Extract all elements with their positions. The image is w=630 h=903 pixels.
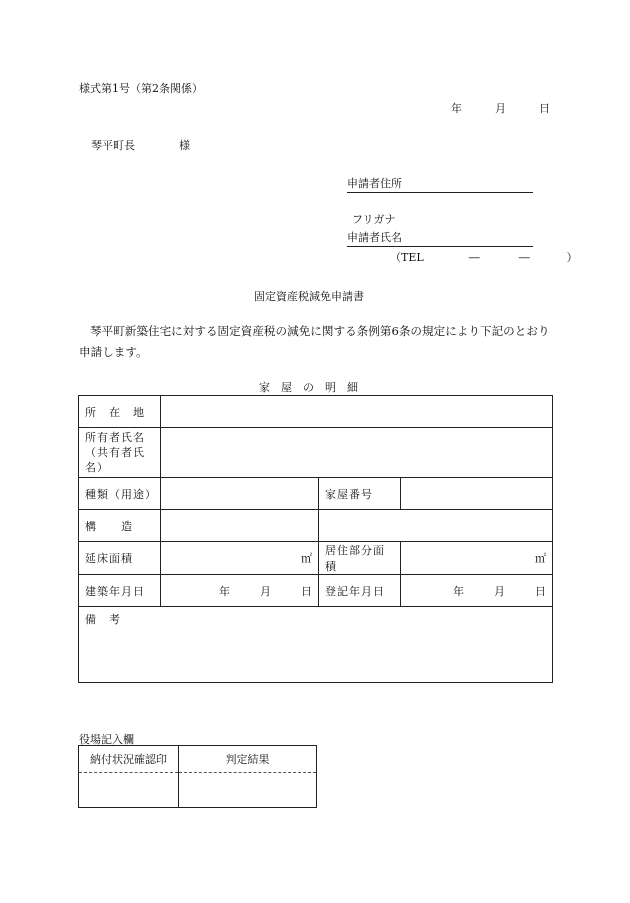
owner-row bbox=[79, 428, 553, 478]
build-day: 日 bbox=[301, 584, 312, 598]
owner-label-line-1: 所有者氏名 bbox=[85, 431, 145, 444]
residential-area-label: 居住部分面積 bbox=[319, 542, 401, 575]
furigana-label: フリガナ bbox=[352, 213, 396, 226]
build-year: 年 bbox=[219, 584, 230, 598]
payment-check-stamp-field[interactable] bbox=[79, 773, 179, 808]
floor-area-label: 延床面積 bbox=[79, 542, 161, 575]
structure-label: 構 造 bbox=[79, 510, 161, 542]
addressee: 琴平町長 様 bbox=[91, 139, 190, 152]
floor-area-field[interactable] bbox=[161, 542, 319, 575]
property-table-title: 家屋の明細 bbox=[259, 381, 369, 394]
date-year: 年 bbox=[451, 102, 462, 115]
document-title: 固定資産税減免申請書 bbox=[254, 290, 364, 303]
structure-field[interactable] bbox=[161, 510, 319, 542]
form-number: 様式第1号（第2条関係） bbox=[79, 82, 203, 95]
build-date-field[interactable] bbox=[161, 575, 319, 607]
office-header-row bbox=[79, 746, 317, 773]
build-date-label: 建築年月日 bbox=[79, 575, 161, 607]
residential-area-unit: ㎡ bbox=[535, 552, 547, 565]
remarks-field[interactable] bbox=[79, 607, 553, 683]
applicant-name-field[interactable] bbox=[347, 229, 533, 247]
build-month: 月 bbox=[260, 584, 271, 598]
owner-label-line-2: （共有者氏名） bbox=[85, 446, 145, 474]
application-statement: 琴平町新築住宅に対する固定資産税の減免に関する条例第6条の規定により下記のとおり申請します。 bbox=[79, 324, 550, 359]
house-number-field[interactable] bbox=[401, 478, 553, 510]
office-use-label: 役場記入欄 bbox=[79, 733, 134, 746]
house-number-label: 家屋番号 bbox=[319, 478, 401, 510]
owner-field[interactable] bbox=[161, 428, 553, 478]
date-row bbox=[79, 575, 553, 607]
applicant-address-field[interactable] bbox=[347, 175, 533, 193]
payment-check-label: 納付状況確認印 bbox=[79, 746, 179, 773]
area-row bbox=[79, 542, 553, 575]
location-field[interactable] bbox=[161, 396, 553, 428]
registration-date-field[interactable] bbox=[401, 575, 553, 607]
judgment-label: 判定結果 bbox=[179, 746, 317, 773]
location-label: 所 在 地 bbox=[79, 396, 161, 428]
property-details-table bbox=[78, 395, 553, 683]
office-stamp-row bbox=[79, 773, 317, 808]
type-row bbox=[79, 478, 553, 510]
residential-area-field[interactable] bbox=[401, 542, 553, 575]
applicant-name-label: 申請者氏名 bbox=[347, 231, 402, 244]
registration-day: 日 bbox=[535, 584, 547, 598]
remarks-label: 備 考 bbox=[85, 613, 121, 626]
structure-row bbox=[79, 510, 553, 542]
registration-year: 年 bbox=[453, 584, 465, 598]
telephone-field[interactable] bbox=[390, 249, 578, 265]
floor-area-unit: ㎡ bbox=[301, 552, 312, 565]
tel-prefix: （TEL bbox=[390, 251, 424, 264]
registration-date-label: 登記年月日 bbox=[319, 575, 401, 607]
registration-month: 月 bbox=[494, 584, 506, 598]
owner-label bbox=[79, 428, 161, 478]
application-date bbox=[451, 100, 550, 116]
date-day: 日 bbox=[539, 102, 550, 115]
date-month: 月 bbox=[495, 102, 506, 115]
type-field[interactable] bbox=[161, 478, 319, 510]
office-use-table bbox=[78, 745, 317, 808]
remarks-row bbox=[79, 607, 553, 683]
location-row bbox=[79, 396, 553, 428]
judgment-result-field[interactable] bbox=[179, 773, 317, 808]
tel-suffix: ） bbox=[566, 251, 578, 264]
tel-dash-1: ― bbox=[468, 251, 480, 264]
tel-dash-2: ― bbox=[518, 251, 530, 264]
applicant-address-label: 申請者住所 bbox=[347, 177, 402, 190]
structure-blank bbox=[319, 510, 553, 542]
type-label: 種類（用途） bbox=[79, 478, 161, 510]
